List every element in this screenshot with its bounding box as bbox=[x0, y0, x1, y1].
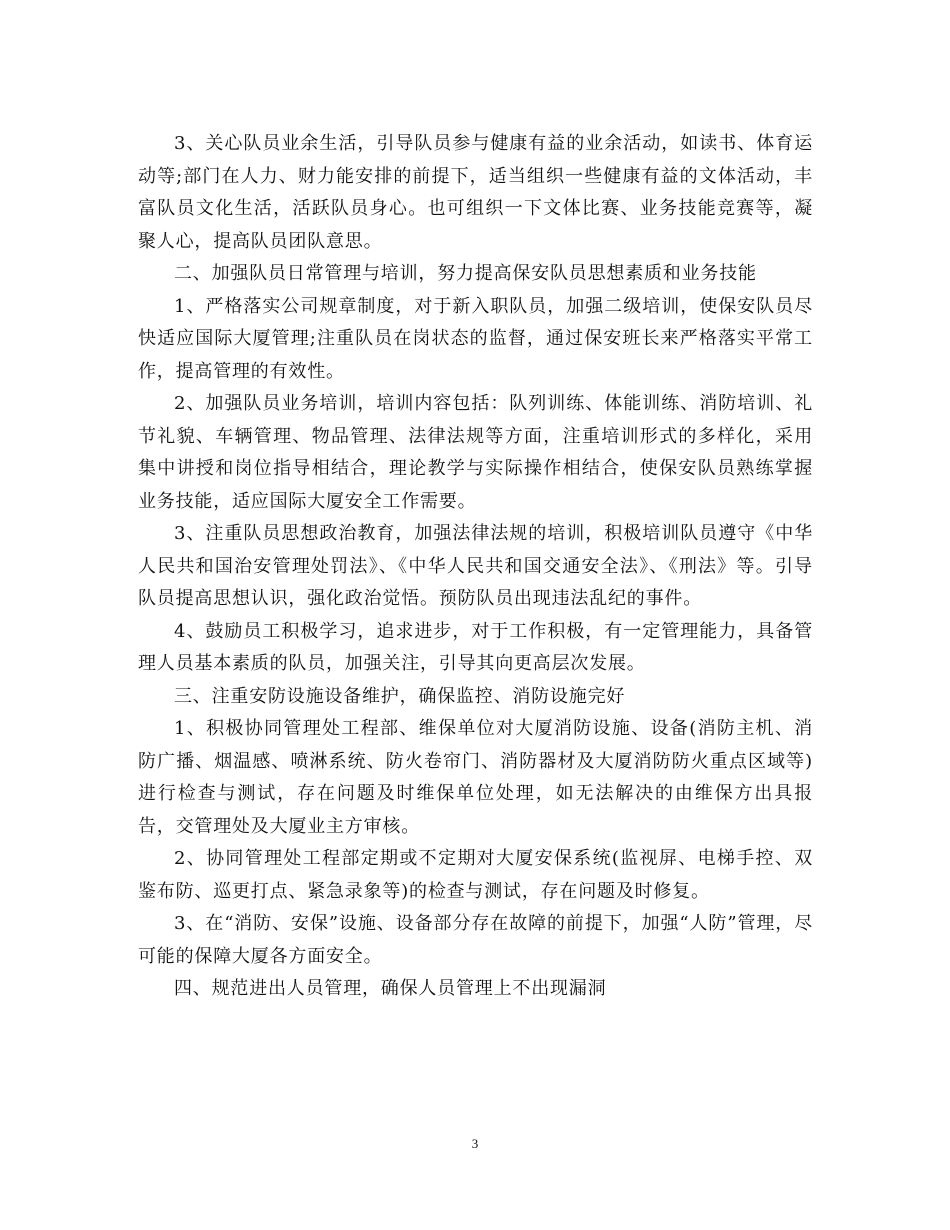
section-heading-4: 四、规范进出人员管理，确保人员管理上不出现漏洞 bbox=[174, 978, 607, 999]
paragraph-3-2: 2、协同管理处工程部定期或不定期对大厦安保系统(监视屏、电梯手控、双鉴布防、巡更打点、紧急录象等)的检查与测试，存在问题及时修复。 bbox=[138, 848, 813, 902]
paragraph-2-1: 1、严格落实公司规章制度，对于新入职队员，加强二级培训，使保安队员尽快适应国际大厦管理;注重队员在岗状态的监督，通过保安班长来严格落实平常工作，提高管理的有效性。 bbox=[138, 295, 813, 382]
paragraph-3-1: 1、积极协同管理处工程部、维保单位对大厦消防设施、设备(消防主机、消防广播、烟温感、喷淋系统、防火卷帘门、消防器材及大厦消防防火重点区域等)进行检查与测试，存在问题及时维保单位处理，如无法解决的由维保方出具报告，交管理处及大厦业主方审核。 bbox=[138, 718, 813, 837]
paragraph-2-3: 3、注重队员思想政治教育，加强法律法规的培训，积极培训队员遵守《中华人民共和国治安管理处罚法》、《中华人民共和国交通安全法》、《刑法》等。引导队员提高思想认识，强化政治觉悟。预防队员出现违法乱纪的事件。 bbox=[138, 523, 813, 609]
paragraph-2-4: 4、鼓励员工积极学习，追求进步，对于工作积极，有一定管理能力，具备管理人员基本素质的队员，加强关注，引导其向更高层次发展。 bbox=[138, 620, 813, 674]
document-body bbox=[138, 128, 813, 1006]
paragraph-2-2: 2、加强队员业务培训，培训内容包括：队列训练、体能训练、消防培训、礼节礼貌、车辆管理、物品管理、法律法规等方面，注重培训形式的多样化，采用集中讲授和岗位指导相结合，理论教学与实际操作相结合，使保安队员熟练掌握业务技能，适应国际大厦安全工作需要。 bbox=[138, 393, 813, 512]
page-number: 3 bbox=[471, 1136, 479, 1151]
section-heading-3: 三、注重安防设施设备维护，确保监控、消防设施完好 bbox=[174, 685, 626, 707]
section-heading-2: 二、加强队员日常管理与培训，努力提高保安队员思想素质和业务技能 bbox=[174, 263, 757, 284]
paragraph-3-3: 3、在“消防、安保”设施、设备部分存在故障的前提下，加强“人防”管理，尽可能的保障大厦各方面安全。 bbox=[138, 913, 813, 967]
paragraph-care-for-members: 3、关心队员业余生活，引导队员参与健康有益的业余活动，如读书、体育运动等;部门在人力、财力能安排的前提下，适当组织一些健康有益的文体活动，丰富队员文化生活，活跃队员身心。也可组织一下文体比赛、业务技能竞赛等，凝聚人心，提高队员团队意思。 bbox=[138, 133, 813, 252]
